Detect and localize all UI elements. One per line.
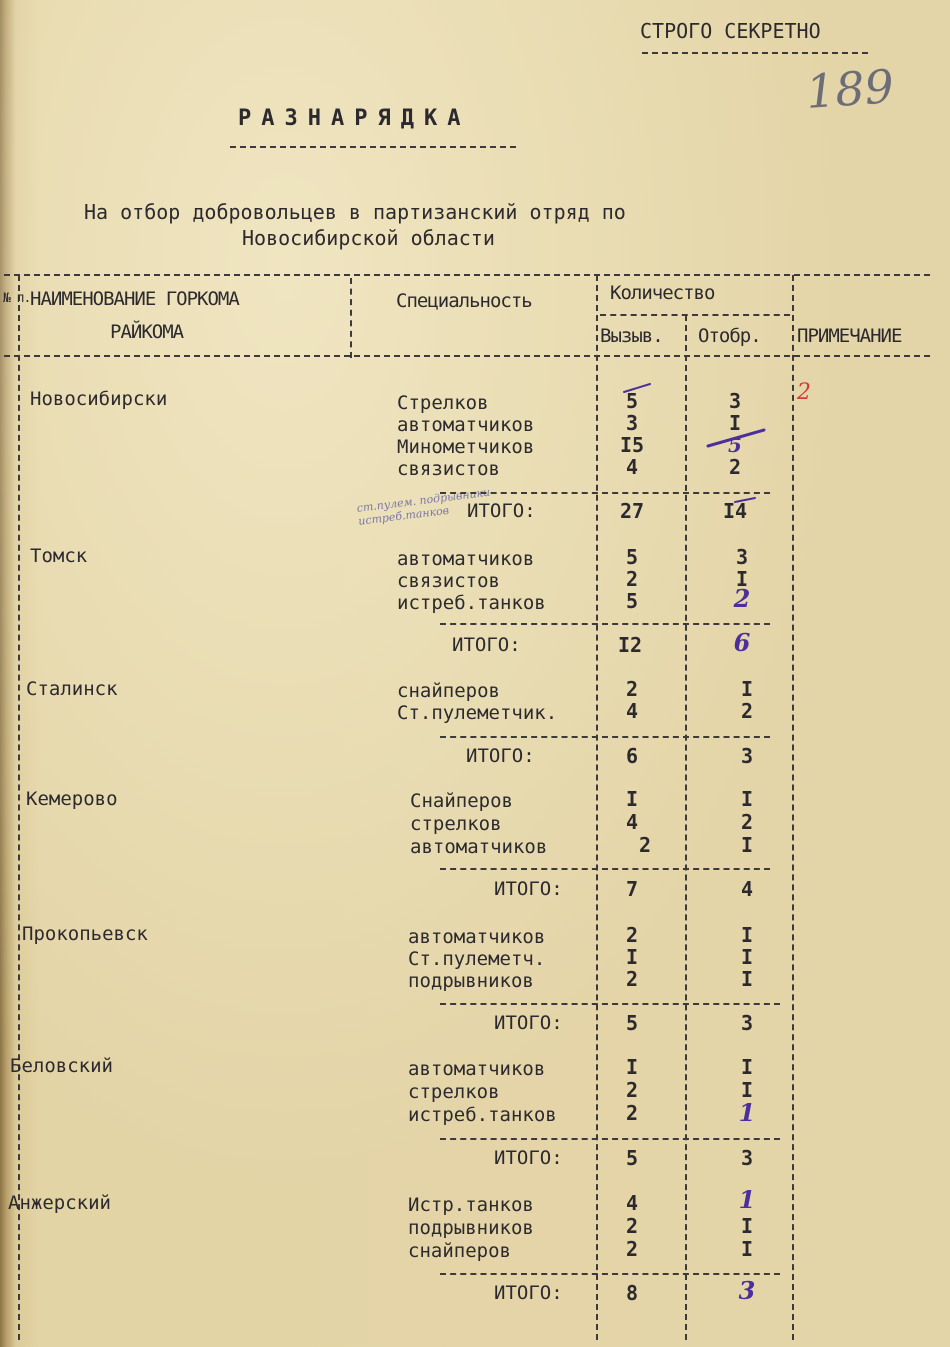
total-label: ИТОГО: bbox=[494, 878, 563, 900]
specialty: Минометчиков bbox=[397, 436, 535, 458]
selected-value: 2 bbox=[740, 699, 754, 723]
specialty: снайперов bbox=[408, 1240, 511, 1262]
called-value: 2 bbox=[625, 1214, 639, 1238]
selected-value: I bbox=[740, 677, 754, 701]
header-specialty: Специальность bbox=[396, 290, 532, 312]
total-selected: I4 bbox=[722, 499, 748, 523]
total-label: ИТОГО: bbox=[466, 745, 535, 767]
called-value: 2 bbox=[638, 833, 652, 857]
selected-value: I bbox=[740, 1055, 754, 1079]
total-called: 27 bbox=[619, 499, 645, 523]
selected-value-handwritten: 2 bbox=[733, 584, 751, 613]
district-name: Анжерский bbox=[8, 1192, 111, 1214]
selected-value-handwritten: 1 bbox=[738, 1098, 756, 1127]
pencil-margin-note: ст.пулем. подрывники истреб.танков bbox=[356, 485, 491, 528]
called-value: 4 bbox=[625, 1191, 639, 1215]
subtitle-line-1: На отбор добровольцев в партизанский отряд по bbox=[84, 200, 626, 224]
specialty: автоматчиков bbox=[397, 548, 535, 570]
selected-value: 2 bbox=[740, 810, 754, 834]
header-called: Вызыв. bbox=[600, 325, 663, 347]
classification-stamp: СТРОГО СЕКРЕТНО bbox=[640, 19, 821, 43]
specialty: Снайперов bbox=[410, 790, 513, 812]
selected-value: I bbox=[735, 567, 749, 591]
called-value: 2 bbox=[625, 677, 639, 701]
marginal-mark: 2 bbox=[797, 380, 811, 405]
called-value: I bbox=[625, 1055, 639, 1079]
selected-value: I bbox=[740, 923, 754, 947]
district-name: Беловский bbox=[10, 1055, 113, 1077]
specialty: автоматчиков bbox=[410, 836, 548, 858]
header-name-line-1: НАИМЕНОВАНИЕ ГОРКОМА bbox=[30, 288, 239, 310]
specialty: истреб.танков bbox=[408, 1104, 557, 1126]
called-value: 2 bbox=[625, 1078, 639, 1102]
specialty: связистов bbox=[397, 570, 500, 592]
header-name-line-2: РАЙКОМА bbox=[110, 321, 184, 343]
district-name: Сталинск bbox=[26, 678, 118, 700]
specialty: автоматчиков bbox=[408, 926, 546, 948]
total-called: 5 bbox=[625, 1146, 639, 1170]
specialty: подрывников bbox=[408, 970, 534, 992]
called-value: 2 bbox=[625, 1237, 639, 1261]
called-value: 5 bbox=[625, 545, 639, 569]
called-value: 2 bbox=[625, 1101, 639, 1125]
called-value: I5 bbox=[619, 433, 645, 457]
total-selected-handwritten: 3 bbox=[738, 1276, 756, 1305]
total-selected: 4 bbox=[740, 877, 754, 901]
total-selected-handwritten: 6 bbox=[733, 628, 751, 657]
header-selected: Отобр. bbox=[698, 325, 761, 347]
specialty: стрелков bbox=[410, 813, 502, 835]
total-selected: 3 bbox=[740, 1146, 754, 1170]
selected-value: I bbox=[740, 787, 754, 811]
total-label: ИТОГО: bbox=[452, 634, 521, 656]
selected-value: 2 bbox=[728, 455, 742, 479]
selected-value: I bbox=[740, 833, 754, 857]
called-value: I bbox=[625, 945, 639, 969]
called-value: I bbox=[625, 787, 639, 811]
specialty: Ст.пулеметч. bbox=[408, 948, 546, 970]
selected-value-handwritten: 5 bbox=[728, 433, 742, 457]
total-label: ИТОГО: bbox=[467, 500, 536, 522]
selected-value: I bbox=[740, 945, 754, 969]
header-note: ПРИМЕЧАНИЕ bbox=[797, 325, 902, 347]
subtitle-line-2: Новосибирской области bbox=[242, 226, 495, 250]
district-name: Новосибирски bbox=[30, 388, 168, 410]
specialty: автоматчиков bbox=[397, 414, 535, 436]
total-label: ИТОГО: bbox=[494, 1282, 563, 1304]
selected-value: 3 bbox=[728, 389, 742, 413]
total-called: 8 bbox=[625, 1281, 639, 1305]
specialty: стрелков bbox=[408, 1081, 500, 1103]
called-value: 2 bbox=[625, 567, 639, 591]
total-called: 5 bbox=[625, 1011, 639, 1035]
selected-value: 3 bbox=[735, 545, 749, 569]
specialty: связистов bbox=[397, 458, 500, 480]
total-called: 6 bbox=[625, 744, 639, 768]
total-label: ИТОГО: bbox=[494, 1012, 563, 1034]
selected-value: I bbox=[740, 967, 754, 991]
total-called: I2 bbox=[617, 633, 643, 657]
selected-value: I bbox=[740, 1078, 754, 1102]
called-value: 4 bbox=[625, 810, 639, 834]
total-selected: 3 bbox=[740, 1011, 754, 1035]
total-label: ИТОГО: bbox=[494, 1147, 563, 1169]
district-name: Прокопьевск bbox=[22, 923, 148, 945]
archive-page-number: 189 bbox=[804, 59, 896, 119]
selected-value: I bbox=[728, 411, 742, 435]
called-value: 4 bbox=[625, 699, 639, 723]
total-selected: 3 bbox=[740, 744, 754, 768]
called-value: 3 bbox=[625, 411, 639, 435]
selected-value: I bbox=[740, 1237, 754, 1261]
selected-value: I bbox=[740, 1214, 754, 1238]
called-value: 2 bbox=[625, 967, 639, 991]
specialty: Ст.пулеметчик. bbox=[397, 702, 558, 724]
called-value: 2 bbox=[625, 923, 639, 947]
specialty: Стрелков bbox=[397, 392, 489, 414]
specialty: истреб.танков bbox=[397, 592, 546, 614]
district-name: Томск bbox=[30, 545, 88, 567]
specialty: Истр.танков bbox=[408, 1194, 534, 1216]
called-value: 4 bbox=[625, 455, 639, 479]
specialty: подрывников bbox=[408, 1217, 534, 1239]
called-value: 5 bbox=[625, 589, 639, 613]
called-value: 5 bbox=[625, 389, 639, 413]
header-num: № п. bbox=[3, 291, 31, 306]
specialty: снайперов bbox=[397, 680, 500, 702]
document-title: РАЗНАРЯДКА bbox=[238, 106, 471, 131]
header-quantity: Количество bbox=[610, 282, 715, 304]
district-name: Кемерово bbox=[26, 788, 118, 810]
specialty: автоматчиков bbox=[408, 1058, 546, 1080]
selected-value-handwritten: 1 bbox=[738, 1185, 756, 1214]
total-called: 7 bbox=[625, 877, 639, 901]
